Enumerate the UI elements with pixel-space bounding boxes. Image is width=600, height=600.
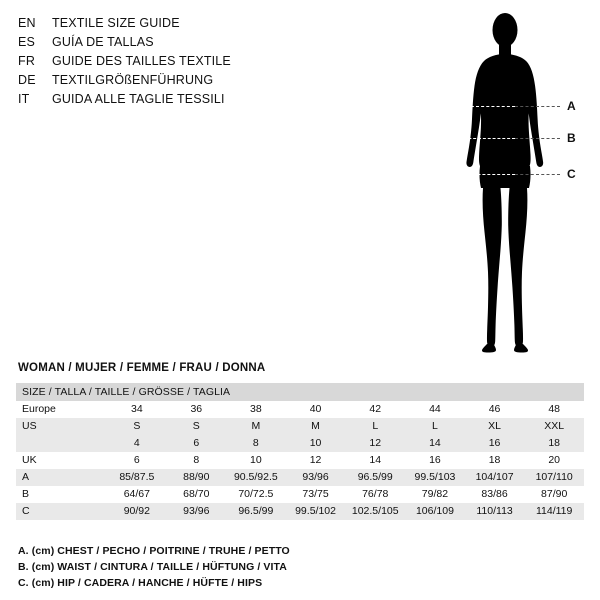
size-table <box>16 383 584 520</box>
cell: 88/90 <box>167 469 226 486</box>
measure-line-chest-inner <box>440 106 515 107</box>
cell: XXL <box>524 418 584 435</box>
cell: 114/119 <box>524 503 584 520</box>
cell: L <box>405 418 465 435</box>
cell: 90.5/92.5 <box>226 469 286 486</box>
cell: 99.5/102 <box>286 503 346 520</box>
cell: S <box>167 418 226 435</box>
measure-line-hip-outer <box>515 174 560 175</box>
table-row <box>16 486 584 503</box>
cell: 18 <box>488 454 501 466</box>
cell: 6 <box>167 435 226 452</box>
cell: 12 <box>345 435 405 452</box>
cell: 8 <box>226 435 286 452</box>
female-silhouette-icon <box>440 8 570 378</box>
cell: S <box>107 418 167 435</box>
cell: 12 <box>309 454 322 466</box>
cell: 14 <box>405 435 465 452</box>
table-header-row <box>16 383 584 401</box>
cell: 46 <box>488 403 501 415</box>
cell: 16 <box>465 435 525 452</box>
measure-line-hip-inner <box>438 174 515 175</box>
cell: 83/86 <box>481 488 508 500</box>
language-row-en <box>18 16 348 35</box>
language-title-it: GUIDA ALLE TAGLIE TESSILI <box>52 92 225 106</box>
language-code-en: EN <box>18 16 36 30</box>
cell: 93/96 <box>167 503 226 520</box>
cell: 36 <box>190 403 203 415</box>
language-row-fr <box>18 54 348 73</box>
row-label-us-numeric <box>16 435 107 452</box>
language-title-en: TEXTILE SIZE GUIDE <box>52 16 180 30</box>
language-code-it: IT <box>18 92 30 106</box>
cell: 96.5/99 <box>345 469 405 486</box>
cell: 99.5/103 <box>405 469 465 486</box>
language-code-fr: FR <box>18 54 36 68</box>
table-row <box>16 435 584 452</box>
legend-item-a: A. (cm) CHEST / PECHO / POITRINE / TRUHE / PETTO <box>18 545 290 557</box>
cell: 8 <box>193 454 200 466</box>
row-label-a: A <box>16 469 107 486</box>
legend-item-b: B. (cm) WAIST / CINTURA / TAILLE / HÜFTUNG / VITA <box>18 561 287 573</box>
language-titles <box>18 16 348 111</box>
cell: 76/78 <box>362 488 389 500</box>
row-label-uk: UK <box>22 454 37 466</box>
cell: 68/70 <box>183 488 210 500</box>
cell: 18 <box>524 435 584 452</box>
measurement-legend <box>18 543 578 591</box>
table-row <box>16 452 584 469</box>
cell: 6 <box>133 454 140 466</box>
measure-line-chest-outer <box>515 106 560 107</box>
cell: 34 <box>130 403 143 415</box>
measure-label-b: B <box>567 131 576 145</box>
table-row <box>16 469 584 486</box>
language-title-fr: GUIDE DES TAILLES TEXTILE <box>52 54 231 68</box>
cell: 85/87.5 <box>107 469 167 486</box>
section-heading-woman: WOMAN / MUJER / FEMME / FRAU / DONNA <box>18 362 266 374</box>
body-figure <box>400 8 600 378</box>
cell: 48 <box>548 403 561 415</box>
measure-label-c: C <box>567 167 576 181</box>
measure-label-a: A <box>567 99 576 113</box>
cell: 10 <box>250 454 262 466</box>
cell: 16 <box>429 454 441 466</box>
cell: 107/110 <box>524 469 584 486</box>
cell: L <box>345 418 405 435</box>
row-label-b: B <box>22 488 30 500</box>
cell: 73/75 <box>302 488 329 500</box>
language-row-es <box>18 35 348 54</box>
cell: 14 <box>369 454 382 466</box>
size-table-wrapper <box>16 383 584 520</box>
measure-line-waist-outer <box>515 138 560 139</box>
table-row <box>16 401 584 418</box>
table-row <box>16 418 584 435</box>
language-code-de: DE <box>18 73 36 87</box>
cell: 4 <box>107 435 167 452</box>
cell: 10 <box>286 435 346 452</box>
cell: 79/82 <box>421 488 449 500</box>
cell: 20 <box>548 454 561 466</box>
cell: 42 <box>369 403 382 415</box>
language-title-de: TEXTILGRÖßENFÜHRUNG <box>52 73 214 87</box>
cell: 70/72.5 <box>238 488 274 500</box>
cell: 90/92 <box>107 503 167 520</box>
cell: 104/107 <box>465 469 525 486</box>
cell: 106/109 <box>405 503 465 520</box>
table-row <box>16 503 584 520</box>
cell: 44 <box>429 403 441 415</box>
cell: 110/113 <box>465 503 525 520</box>
language-code-es: ES <box>18 35 36 49</box>
cell: 96.5/99 <box>226 503 286 520</box>
cell: 87/90 <box>541 488 568 500</box>
row-label-europe: Europe <box>22 403 56 415</box>
measure-line-waist-inner <box>444 138 515 139</box>
cell: M <box>286 418 346 435</box>
row-label-us: US <box>16 418 107 435</box>
cell: 102.5/105 <box>345 503 405 520</box>
cell: M <box>226 418 286 435</box>
language-title-es: GUÍA DE TALLAS <box>52 35 154 49</box>
cell: 93/96 <box>286 469 346 486</box>
row-label-c: C <box>16 503 107 520</box>
cell: 38 <box>250 403 262 415</box>
language-row-it <box>18 92 348 111</box>
legend-item-c: C. (cm) HIP / CADERA / HANCHE / HÜFTE / HIPS <box>18 577 263 589</box>
table-header-label: SIZE / TALLA / TAILLE / GRÖSSE / TAGLIA <box>16 383 584 401</box>
cell: 40 <box>309 403 322 415</box>
language-row-de <box>18 73 348 92</box>
cell: 64/67 <box>123 488 150 500</box>
cell: XL <box>465 418 525 435</box>
